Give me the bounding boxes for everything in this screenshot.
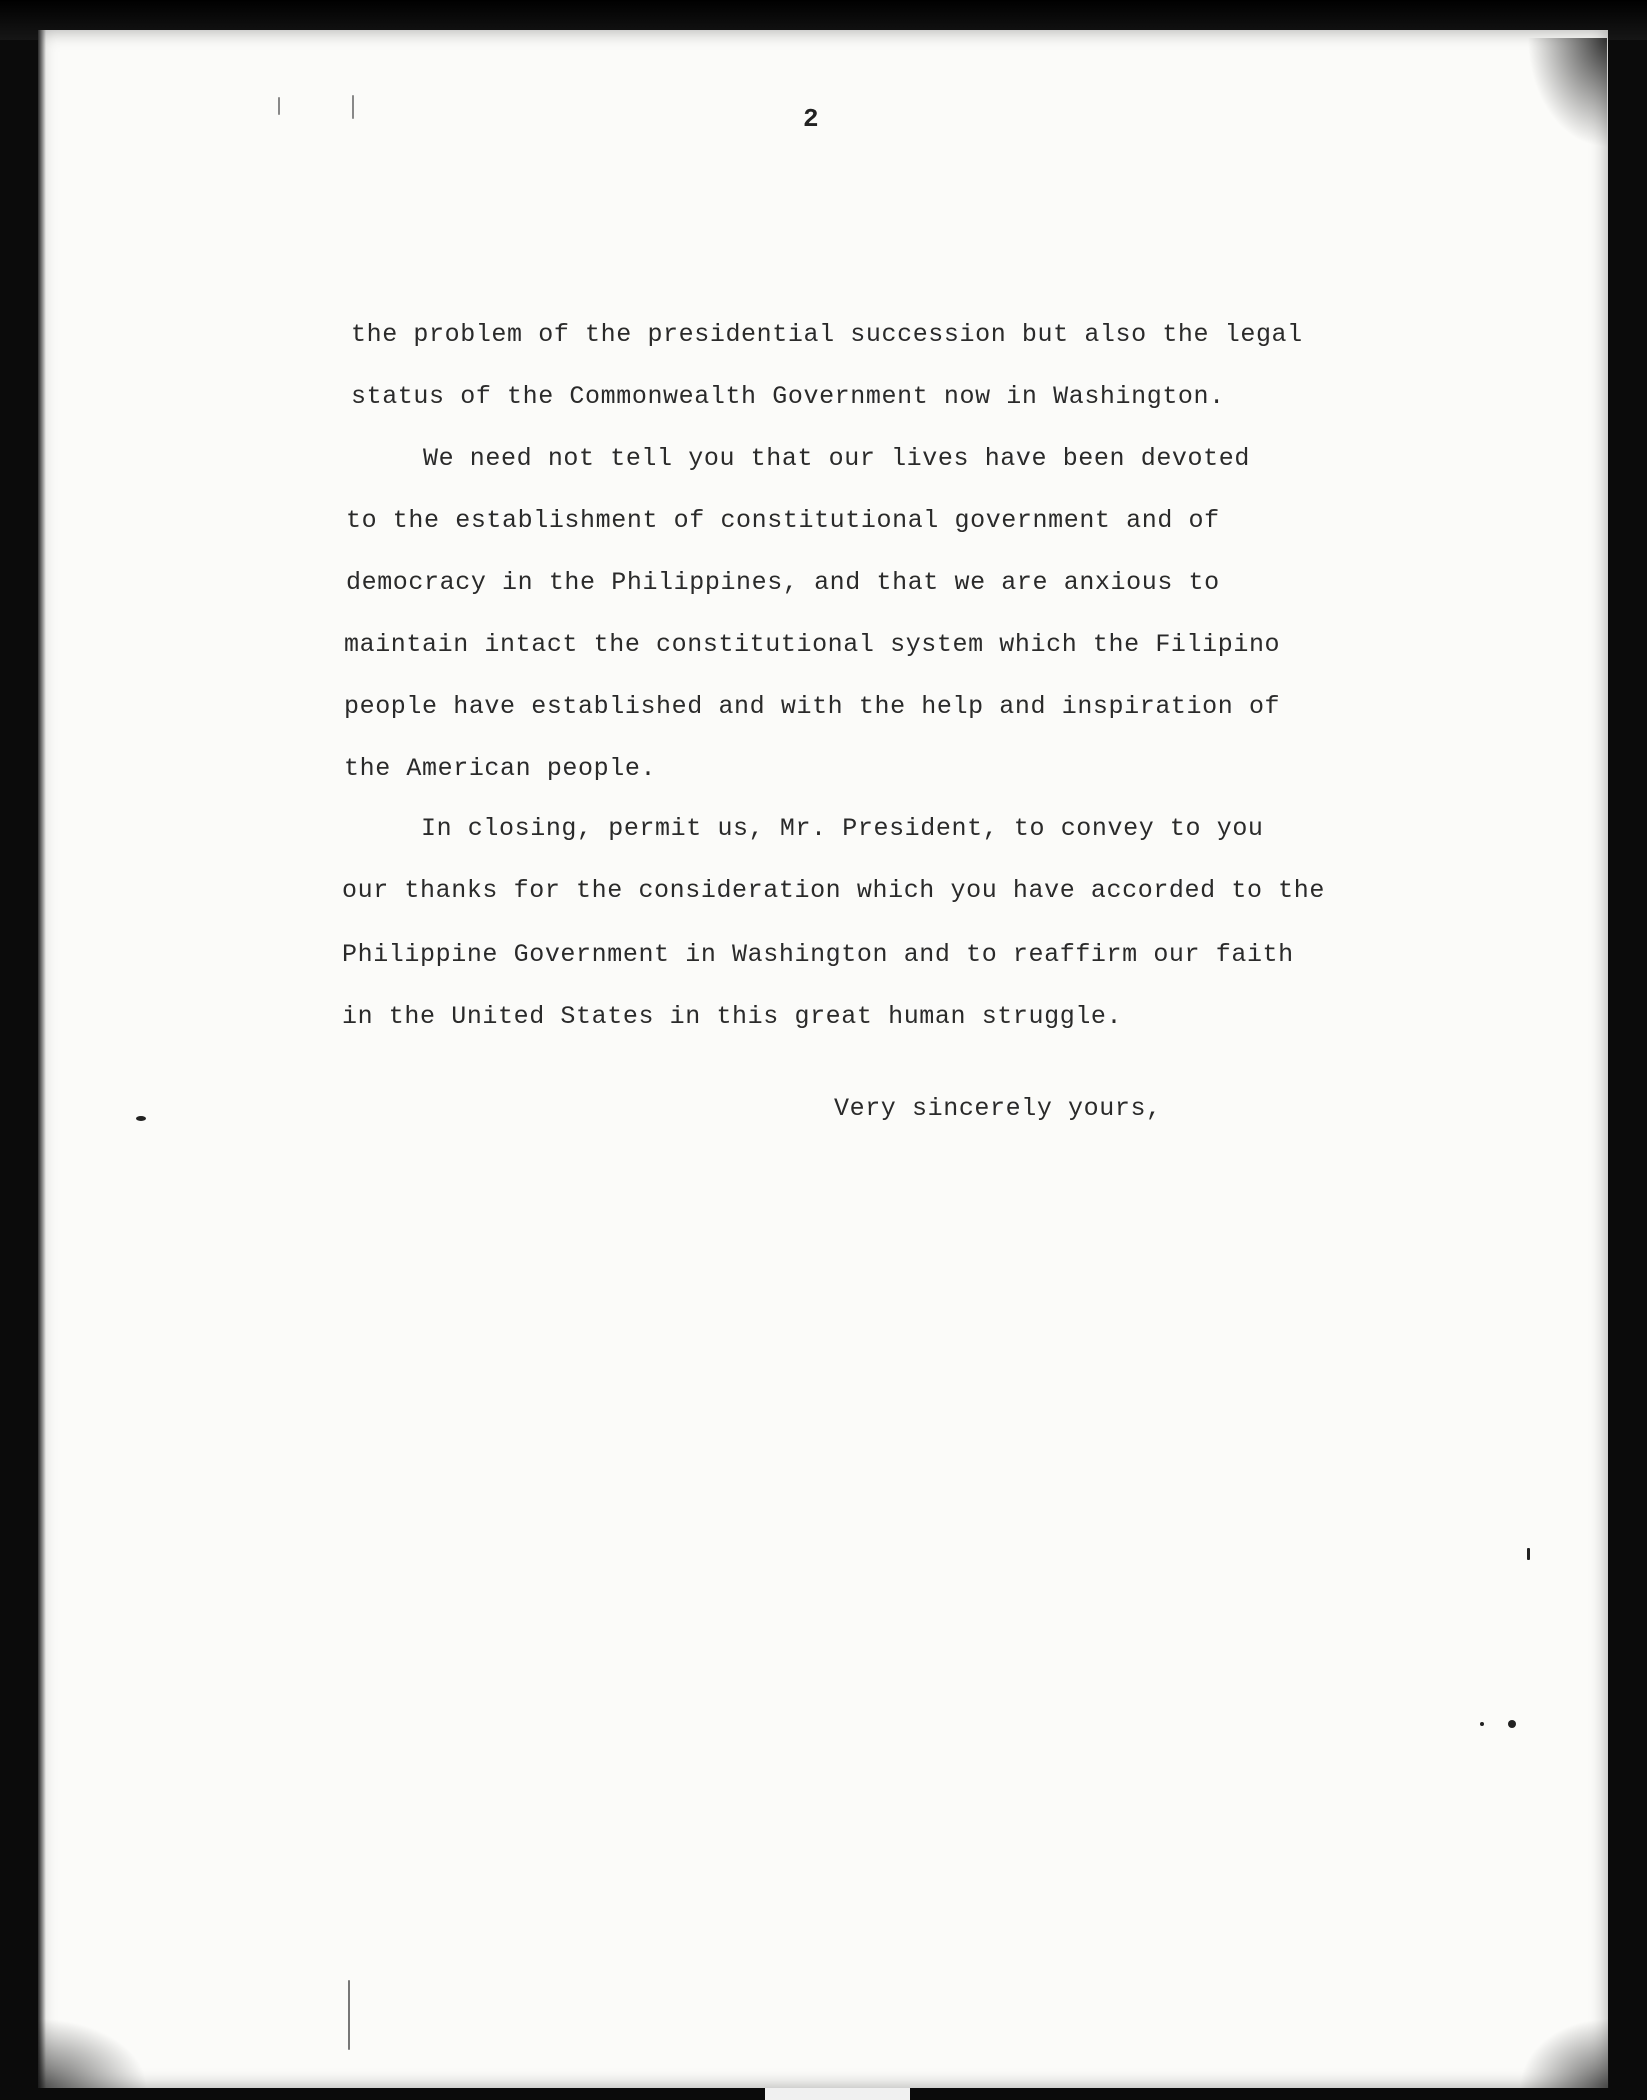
body-line: status of the Commonwealth Government now in Washington.	[351, 382, 1225, 411]
body-line: our thanks for the consideration which you have accorded to the	[342, 876, 1325, 905]
body-line: people have established and with the help and inspiration of	[344, 692, 1281, 721]
body-line: maintain intact the constitutional system which the Filipino	[344, 630, 1281, 659]
body-line: In closing, permit us, Mr. President, to convey to you	[421, 814, 1264, 843]
body-line: to the establishment of constitutional government and of	[346, 506, 1220, 535]
body-line: Philippine Government in Washington and to reaffirm our faith	[342, 940, 1294, 969]
body-line: in the United States in this great human struggle.	[342, 1002, 1123, 1031]
page-shadow-edge	[38, 30, 46, 2088]
scan-speck	[136, 1116, 146, 1121]
body-line: the American people.	[344, 754, 657, 783]
scan-speck	[352, 95, 354, 119]
scan-speck	[348, 1980, 350, 2050]
body-line: We need not tell you that our lives have been devoted	[423, 444, 1250, 473]
scan-shadow-top-right	[1527, 38, 1607, 148]
scan-speck	[1508, 1720, 1516, 1728]
closing-salutation: Very sincerely yours,	[834, 1094, 1162, 1123]
body-line: the problem of the presidential succession but also the legal	[351, 320, 1303, 349]
body-line: democracy in the Philippines, and that we are anxious to	[346, 568, 1220, 597]
scan-speck	[278, 97, 280, 115]
scan-label-tab	[765, 2088, 910, 2100]
scan-speck	[1480, 1722, 1484, 1726]
scan-speck	[1527, 1548, 1530, 1560]
scan-shadow-bottom-right	[1519, 2018, 1609, 2088]
page-number: 2	[803, 104, 819, 134]
scan-shadow-bottom-left	[38, 2018, 148, 2088]
